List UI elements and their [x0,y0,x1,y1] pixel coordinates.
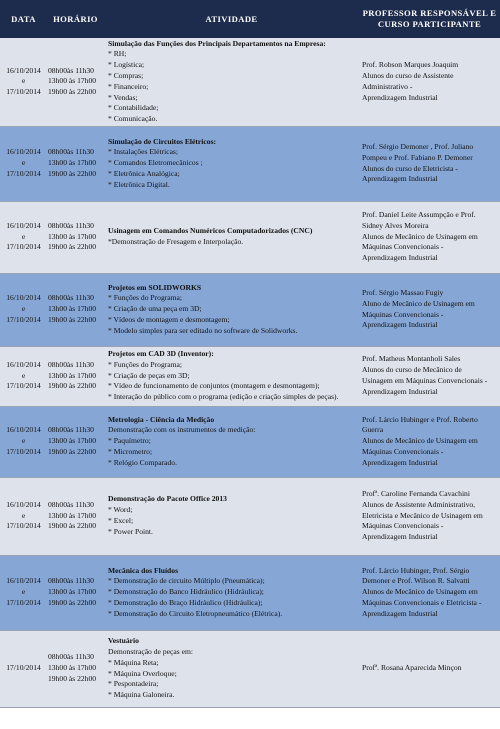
professor-cell [359,630,500,707]
activity-item: * Eletrônica Digital. [108,179,170,189]
professor-line: Pompeu e Prof. Fabiano P. Demoner [362,152,473,162]
time-line: 19h00 às 22h00 [48,87,97,97]
date-line: e [21,370,26,380]
activity-item: * Demonstração do Banco Hidráulico (Hidráulica); [108,587,264,597]
header-time: HORÁRIO [53,13,98,24]
professor-line: Máquinas Convencionais - [362,521,444,531]
activity-item: * Funções do Programa; [108,359,183,369]
professor-line: Eletricista e Mecânico de Usinagem em [362,510,483,520]
time-line: 19h00 às 22h00 [48,381,97,391]
date-line: 16/10/2014 [6,359,41,369]
professor-line: Alunos do curso de Assistente [362,70,454,80]
activity-title: Metrologia - Ciência da Medição [108,414,215,424]
activity-item: * Financeiro; [108,81,149,91]
time-line: 19h00 às 22h00 [48,673,97,683]
time-cell [47,346,104,406]
professor-line: Alunos de Assistente Administrativo, [362,499,476,509]
activity-item: * Funções do Programa; [108,293,183,303]
professor-line: Prof. Lárcio Hubinger, Prof. Sérgio [362,565,470,575]
professor-line: Prof. Robson Marques Joaquim [362,60,459,70]
table-row [0,38,500,126]
professor-cell [359,126,500,201]
activity-item: * Interação do público com o programa (edição e criação simples de peças). [108,392,339,402]
activity-title: Simulação de Circuitos Elétricos: [108,136,217,146]
activity-cell [104,38,359,126]
professor-line: Máquinas Convencionais - [362,242,444,252]
date-line: 16/10/2014 [6,147,41,157]
date-line: 17/10/2014 [6,597,41,607]
activity-item: * Instalações Elétricas; [108,147,179,157]
date-line: e [21,587,26,597]
date-line: 17/10/2014 [6,168,41,178]
time-line: 08h00às 11h30 [48,652,94,662]
time-cell [47,630,104,707]
time-line: 19h00 às 22h00 [48,242,97,252]
activity-item: * Excel; [108,516,134,525]
date-line: 17/10/2014 [6,242,41,252]
time-line: 08h00às 11h30 [48,576,94,586]
activity-item: * Máquina Reta; [108,657,159,667]
professor-line: Máquinas Convencionais - [362,309,444,319]
activity-title: Simulação das Funções dos Principais Departamentos na Empresa: [108,38,326,48]
professor-cell [359,406,500,477]
table-row [0,555,500,630]
professor-line: Máquinas Convencionais - [362,446,444,456]
header-professor: PROFESSOR RESPONSÁVEL E CURSO PARTICIPANTE [362,8,497,29]
professor-line: Alunos de Mecânico de Usinagem em [362,436,478,446]
time-line: 08h00às 11h30 [48,65,94,75]
schedule-body [0,38,500,707]
date-line: e [21,436,26,446]
activity-item: Demonstração de peças em: [108,646,193,656]
time-line: 08h00às 11h30 [48,220,94,230]
professor-line: Profª. Rosana Aparecida Minçon [362,663,462,673]
activity-item: * Logística; [108,60,145,70]
activity-item: * Vídeo de funcionamento de conjuntos (montagem e desmontagem); [108,381,320,391]
activity-title: Projetos em SOLIDWORKS [108,282,202,292]
date-line: e [21,304,26,314]
professor-line: Prof. Sérgio Massao Fugiy [362,287,444,297]
activity-title: Projetos em CAD 3D (Inventor): [108,349,214,359]
professor-line: Aprendizagem Industrial [362,174,438,184]
activity-cell [104,126,359,201]
table-row [0,346,500,406]
date-line: e [21,510,26,520]
activity-item: *Demonstração de Fresagem e Interpolação. [108,237,244,246]
date-cell [0,555,47,630]
professor-cell [359,273,500,346]
activity-cell [104,555,359,630]
time-line: 13h00 às 17h00 [48,370,97,380]
professor-line: Aprendizagem Industrial [362,92,438,102]
professor-cell [359,201,500,273]
activity-item: * Máquina Galoneira. [108,690,175,700]
time-cell [47,406,104,477]
date-cell [0,630,47,707]
time-line: 08h00às 11h30 [48,359,94,369]
table-row [0,273,500,346]
activity-item: * RH; [108,49,127,59]
activity-item: * Paquímetro; [108,436,151,446]
activity-item: * Criação de uma peça em 3D; [108,304,202,314]
professor-line: Aprendizagem Industrial [362,253,438,263]
professor-line: Usinagem em Máquinas Convencionais - [362,376,488,385]
table-header-row [0,0,500,38]
date-line: e [21,231,26,241]
professor-line: Profª. Caroline Fernanda Cavachini [362,489,470,499]
time-line: 13h00 às 17h00 [48,304,97,314]
activity-item: * Comunicação. [108,114,158,124]
time-line: 19h00 às 22h00 [48,521,97,531]
date-line: 16/10/2014 [6,65,41,75]
table-row [0,126,500,201]
date-line: 16/10/2014 [6,425,41,435]
professor-line: Prof. Sérgio Demoner , Prof. Juliano [362,141,474,151]
header-activity: ATIVIDADE [205,13,258,24]
professor-line: Demoner e Prof. Wilson R. Salvatti [362,576,470,586]
activity-item: * Demonstração de circuito Múltiplo (Pneumática); [108,576,265,586]
activity-cell [104,406,359,477]
activity-item: * Micrometro; [108,446,153,456]
professor-line: Alunos do curso de Eletricista - [362,163,458,173]
activity-cell [104,201,359,273]
professor-line: Aprendizagem Industrial [362,532,438,542]
time-line: 13h00 às 17h00 [48,436,97,446]
date-cell [0,201,47,273]
activity-cell [104,273,359,346]
professor-cell [359,346,500,406]
professor-cell [359,38,500,126]
activity-title: Usinagem em Comandos Numéricos Computadorizados (CNC) [108,226,313,236]
date-cell [0,273,47,346]
date-cell [0,406,47,477]
date-line: 17/10/2014 [6,663,41,673]
activity-cell [104,477,359,555]
activity-title: Vestuário [108,636,139,646]
activity-item: * Criação de peças em 3D; [108,370,190,380]
professor-line: Prof. Lárcio Hubinger e Prof. Roberto [362,414,478,424]
time-line: 13h00 às 17h00 [48,663,97,673]
date-cell [0,346,47,406]
date-line: 16/10/2014 [6,220,41,230]
activity-item: * Vendas; [108,92,138,102]
time-line: 08h00às 11h30 [48,499,94,509]
activity-title: Demonstração do Pacote Office 2013 [108,494,227,504]
activity-item: * Modelo simples para ser editado no software de Solidworks. [108,325,298,335]
professor-line: Alunos do curso de Mecânico de [362,365,462,375]
time-cell [47,555,104,630]
activity-item: * Pespontadeira; [108,679,159,689]
time-line: 13h00 às 17h00 [48,587,97,597]
professor-line: Prof. Daniel Leite Assumpção e Prof. [362,210,476,220]
date-line: 16/10/2014 [6,576,41,586]
time-line: 19h00 às 22h00 [48,446,97,456]
time-line: 19h00 às 22h00 [48,597,97,607]
activity-item: * Contabilidade; [108,103,159,113]
time-line: 19h00 às 22h00 [48,168,97,178]
time-cell [47,201,104,273]
activity-item: * Relógio Comparado. [108,457,177,467]
table-row [0,630,500,707]
professor-line: Administrativo - [362,81,413,91]
activity-item: * Comandos Eletromecânicos ; [108,158,203,168]
professor-line: Alunos de Mecânico de Usinagem em [362,231,478,241]
activity-item: Demonstração com os instrumentos de medição: [108,425,256,435]
time-line: 13h00 às 17h00 [48,158,97,168]
time-line: 13h00 às 17h00 [48,231,97,241]
header-date: DATA [11,13,36,24]
professor-line: Alunos de Mecânico de Usinagem em [362,587,478,597]
date-line: 17/10/2014 [6,446,41,456]
table-row [0,201,500,273]
date-line: e [21,158,26,168]
time-cell [47,273,104,346]
professor-cell [359,555,500,630]
date-line: 17/10/2014 [6,314,41,324]
activity-cell [104,346,359,406]
activity-item: * Demonstração do Circuito Eletropneumático (Elétrica). [108,608,283,618]
date-line: 16/10/2014 [6,499,41,509]
date-line: e [21,76,26,86]
time-line: 13h00 às 17h00 [48,510,97,520]
professor-line: Sidney Alves Moreira [362,220,429,230]
professor-line: Aprendizagem Industrial [362,457,438,467]
date-line: 17/10/2014 [6,381,41,391]
professor-line: Máquinas Convencionais e Eletricista - [362,597,482,607]
table-row [0,406,500,477]
date-cell [0,38,47,126]
time-line: 19h00 às 22h00 [48,314,97,324]
time-cell [47,477,104,555]
activity-title: Mecânica dos Fluídos [108,565,179,575]
professor-line: Prof. Matheus Montanholi Sales [362,354,461,364]
activity-item: * Compras; [108,70,144,80]
activity-item: * Demonstração do Braço Hidráulico (Hidráulica); [108,597,263,607]
date-line: 17/10/2014 [6,87,41,97]
activity-item: * Word; [108,505,133,515]
time-line: 08h00às 11h30 [48,425,94,435]
time-cell [47,126,104,201]
professor-line: Guerra [362,425,384,435]
table-row [0,477,500,555]
activity-item: * Máquina Overloque; [108,668,177,678]
date-cell [0,126,47,201]
professor-line: Aprendizagem Industrial [362,320,438,330]
time-line: 08h00às 11h30 [48,147,94,157]
time-line: 08h00às 11h30 [48,293,94,303]
activity-item: * Power Point. [108,526,153,536]
professor-line: Aluno de Mecânico de Usinagem em [362,298,475,308]
professor-cell [359,477,500,555]
date-line: 17/10/2014 [6,521,41,531]
activity-item: * Eletrônica Analógica; [108,168,180,178]
professor-line: Aprendizagem Industrial [362,608,438,618]
time-cell [47,38,104,126]
date-line: 16/10/2014 [6,293,41,303]
activity-cell [104,630,359,707]
activity-item: * Vídeos de montagem e desmontagem; [108,314,230,324]
time-line: 13h00 às 17h00 [48,76,97,86]
date-cell [0,477,47,555]
professor-line: Aprendizagem Industrial [362,386,438,396]
